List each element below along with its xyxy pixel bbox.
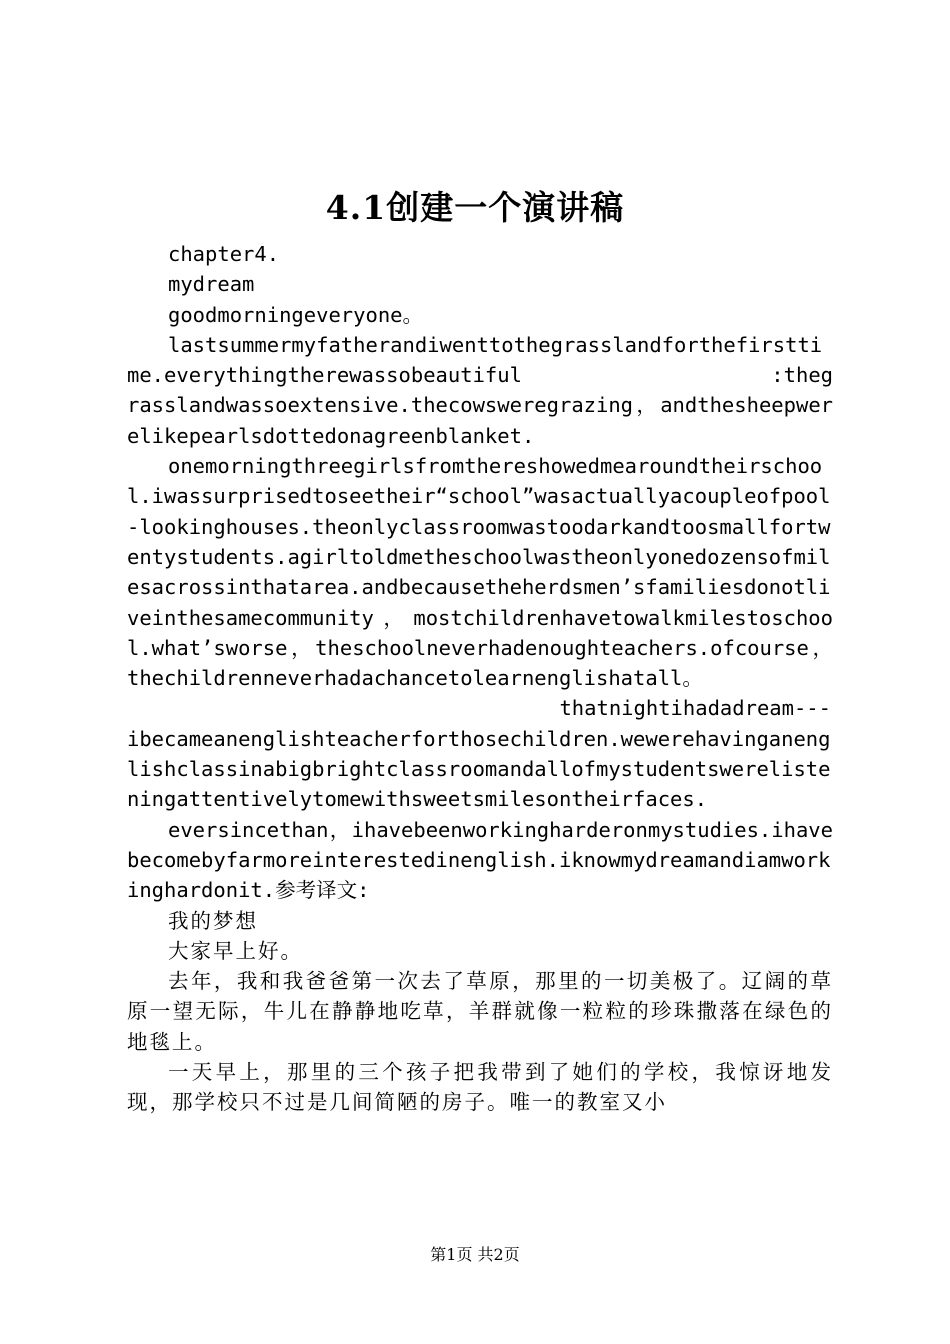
document-title: 4.1创建一个演讲稿: [325, 188, 625, 227]
paragraph-grassland: lastsummermyfatherandiwenttothegrasslandforthefirsttime.everythingtherewassobeautiful :thegrasslandwassoextensive.thecowsweregrazing，andthesheepwerelikepearlsdottedonagreenblanket.: [127, 332, 833, 448]
translation-title-line: 我的梦想: [168, 908, 258, 933]
translation-paragraph-grassland: 去年，我和我爸爸第一次去了草原，那里的一切美极了。辽阔的草原一望无际，牛儿在静静地吃草，羊群就像一粒粒的珍珠撒落在绿色的地毯上。: [127, 969, 833, 1054]
paragraph-conclusion: eversincethan，ihavebeenworkingharderonmystudies.ihavebecomebyfarmoreinterestedinenglish.iknowmydreamandiamworkinghardonit.参考译文:: [127, 817, 833, 903]
translation-paragraph-school: 一天早上，那里的三个孩子把我带到了她们的学校，我惊讶地发现，那学校只不过是几间简陋的房子。唯一的教室又小: [127, 1060, 833, 1115]
translation-greeting-line: 大家早上好。: [168, 938, 303, 963]
greeting-line: goodmorningeveryone。: [168, 302, 423, 327]
paragraph-school: onemorningthreegirlsfromthereshowedmearoundtheirschool.iwassurprisedtoseetheir“school”wasactuallyacoupleofpool-lookinghouses.theonlyclassroomwastoodarkandtoosmallfortwentystudents.agirltoldmetheschoolwastheonlyonedozensofmilesacrossinthatarea.andbecausetheherdsmen’sfamiliesdonotliveinthesamecommunity，mostchildrenhavetowalkmilestoschool.what’sworse，theschoolneverhadenoughteachers.ofcourse，thechildrenneverhadachancetolearnenglishatall。: [127, 454, 833, 691]
paragraph-dream: ibecameanenglishteacherforthosechildren.wewerehavinganenglishclassinabigbrightclassroomandallofmystudentswerelisteningattentivelytomewithsweetsmilesontheirfaces.: [127, 726, 831, 812]
document-body: [127, 239, 833, 1118]
chapter-line: chapter4.: [168, 242, 280, 266]
page-footer: 第1页 共2页: [430, 1245, 520, 1264]
dream-intro-line: thatnightihadadream---: [559, 696, 831, 721]
speech-title-line: mydream: [168, 272, 255, 297]
